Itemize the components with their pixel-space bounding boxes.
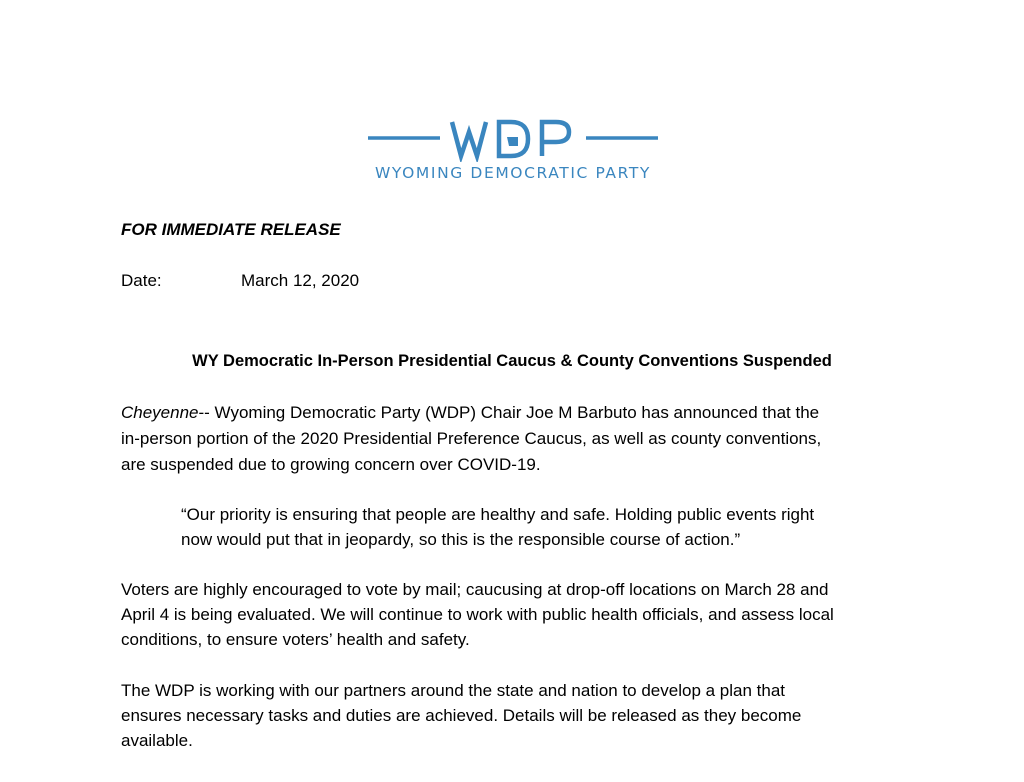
- release-label: FOR IMMEDIATE RELEASE: [121, 220, 341, 239]
- quote-line2: now would put that in jeopardy, so this is the responsible course of action.”: [181, 530, 741, 549]
- date-value: March 12, 2020: [241, 271, 360, 290]
- paragraph1-line2: in-person portion of the 2020 Presidential Preference Caucus, as well as county conventions,: [121, 429, 822, 448]
- dateline-city: Cheyenne: [121, 403, 199, 422]
- headline: WY Democratic In-Person Presidential Caucus & County Conventions Suspended: [192, 352, 832, 370]
- wdp-logo-mark: [368, 118, 658, 162]
- paragraph1-line1-text: -- Wyoming Democratic Party (WDP) Chair Joe M Barbuto has announced that the: [198, 403, 820, 422]
- paragraph3-line3: available.: [121, 731, 193, 750]
- paragraph2-line3: conditions, to ensure voters’ health and safety.: [121, 630, 470, 649]
- date-label: Date:: [121, 271, 162, 290]
- quote-line1: “Our priority is ensuring that people are healthy and safe. Holding public events right: [181, 505, 815, 524]
- paragraph3-line2: ensures necessary tasks and duties are achieved. Details will be released as they become: [121, 706, 802, 725]
- wdp-logo: [368, 118, 658, 184]
- paragraph2-line1: Voters are highly encouraged to vote by mail; caucusing at drop-off locations on March 28 and: [121, 580, 829, 599]
- logo-subtitle: WYOMING DEMOCRATIC PARTY: [374, 164, 652, 182]
- paragraph3-line1: The WDP is working with our partners around the state and nation to develop a plan that: [121, 681, 786, 700]
- paragraph1-line1: [121, 403, 819, 423]
- paragraph1-line3: are suspended due to growing concern over COVID-19.: [121, 455, 541, 474]
- paragraph2-line2: April 4 is being evaluated. We will continue to work with public health officials, and assess local: [121, 605, 834, 624]
